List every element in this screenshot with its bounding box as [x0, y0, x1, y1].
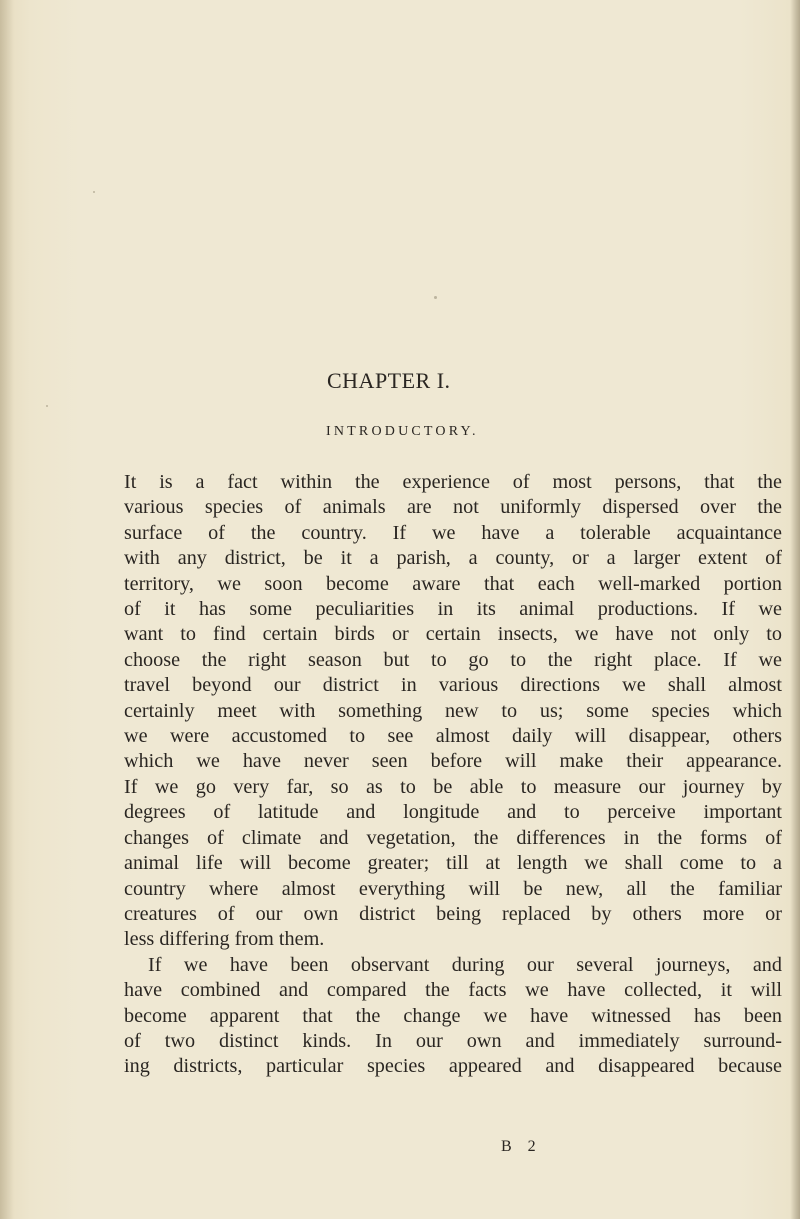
text-line: degrees of latitude and longitude and to perceive important: [124, 801, 782, 824]
text-line: ing districts, particular species appeared and disappeared because: [124, 1055, 782, 1078]
text-line: changes of climate and vegetation, the differences in the forms of: [124, 826, 782, 849]
text-line: If we have been observant during our several journeys, and: [148, 953, 782, 976]
text-line: country where almost everything will be new, all the familiar: [124, 877, 782, 900]
text-line: we were accustomed to see almost daily will disappear, others: [124, 725, 782, 748]
paragraph-1: [124, 470, 782, 953]
text-line: of it has some peculiarities in its animal productions. If we: [124, 598, 782, 621]
text-line: If we go very far, so as to be able to measure our journey by: [124, 775, 782, 798]
text-line: which we have never seen before will make their appearance.: [124, 750, 782, 773]
text-line: with any district, be it a parish, a county, or a larger extent of: [124, 547, 782, 570]
text-line: travel beyond our district in various directions we shall almost: [124, 674, 782, 697]
paper-speck: [93, 191, 95, 193]
text-line: It is a fact within the experience of most persons, that the: [124, 471, 782, 493]
chapter-title: CHAPTER I.: [327, 368, 451, 393]
text-line: surface of the country. If we have a tolerable acquaintance: [124, 521, 782, 544]
text-line: animal life will become greater; till at length we shall come to a: [124, 852, 782, 875]
text-line: have combined and compared the facts we have collected, it will: [124, 979, 782, 1002]
paper-speck: [434, 296, 437, 299]
signature-mark: B 2: [501, 1138, 542, 1155]
text-line: creatures of our own district being replaced by others more or: [124, 902, 782, 925]
body-text: [124, 470, 782, 1080]
text-line: choose the right season but to go to the right place. If we: [124, 648, 782, 671]
page-left-edge: [0, 0, 14, 1219]
text-line: of two distinct kinds. In our own and immediately surround-: [124, 1029, 782, 1052]
page-right-shadow: [790, 0, 800, 1219]
text-line: less differing from them.: [124, 928, 325, 951]
text-line: become apparent that the change we have witnessed has been: [124, 1004, 782, 1027]
text-line: territory, we soon become aware that each well-marked portion: [124, 572, 782, 595]
text-line: want to find certain birds or certain insects, we have not only to: [124, 623, 782, 646]
paper-speck: [46, 405, 48, 407]
text-line: various species of animals are not uniformly dispersed over the: [124, 496, 782, 519]
paragraph-2: [124, 953, 782, 1080]
text-line: certainly meet with something new to us; some species which: [124, 699, 782, 722]
section-title: INTRODUCTORY.: [326, 424, 479, 439]
